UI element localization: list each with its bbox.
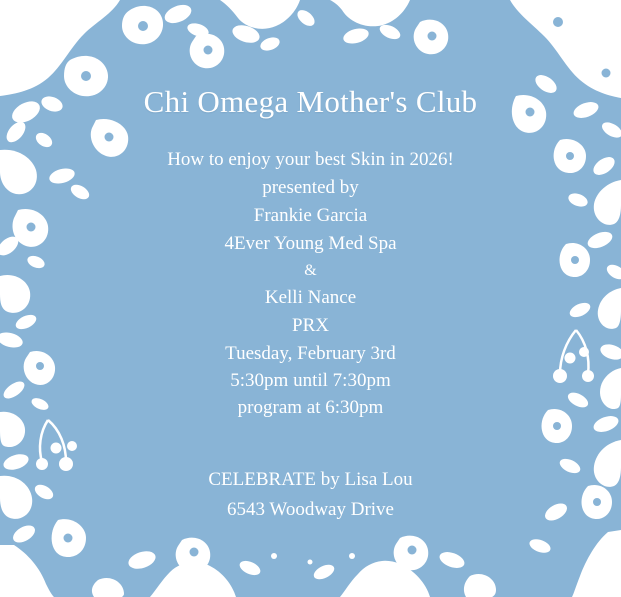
- detail-line-time: 5:30pm until 7:30pm: [230, 369, 391, 391]
- detail-line-date: Tuesday, February 3rd: [225, 342, 396, 364]
- detail-line-speaker-two-org: PRX: [292, 314, 329, 336]
- venue-block: [208, 465, 412, 525]
- details-block: [167, 146, 454, 421]
- detail-line-speaker-one-org: 4Ever Young Med Spa: [224, 232, 397, 254]
- detail-line-ampersand: &: [304, 261, 317, 279]
- detail-line-speaker-two: Kelli Nance: [264, 286, 357, 308]
- venue-name: CELEBRATE by Lisa Lou: [208, 468, 413, 490]
- detail-line-speaker-one: Frankie Garcia: [253, 204, 368, 226]
- detail-line-presented-by: presented by: [262, 176, 359, 198]
- detail-line-program-time: program at 6:30pm: [237, 396, 384, 418]
- venue-address: 6543 Woodway Drive: [227, 498, 394, 520]
- page-title: Chi Omega Mother's Club: [143, 84, 478, 119]
- detail-line-topic: How to enjoy your best Skin in 2026!: [167, 148, 454, 170]
